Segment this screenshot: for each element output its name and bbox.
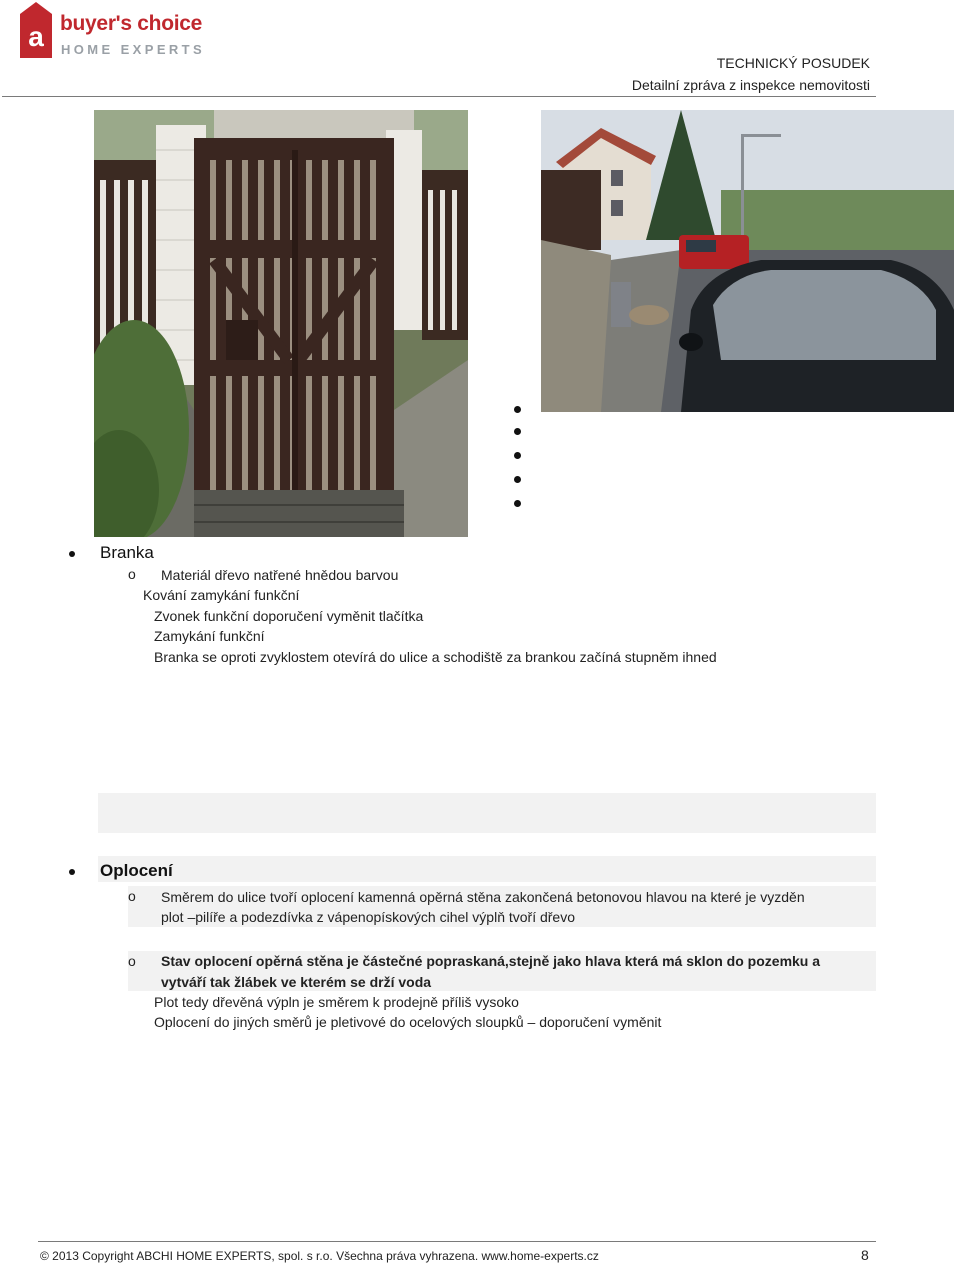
company-logo [20, 2, 206, 60]
empty-bullet-1 [514, 406, 521, 413]
page-number: 8 [861, 1247, 869, 1263]
empty-bullet-5 [514, 500, 521, 507]
bullet-branka [69, 551, 75, 557]
house-badge-icon [20, 2, 52, 58]
branka-item-5: Branka se oproti zvyklostem otevírá do ulice a schodiště za brankou začíná stupněm ihned [154, 649, 717, 665]
document-subtitle: Detailní zpráva z inspekce nemovitosti [631, 77, 870, 93]
section-title-oploceni: Oplocení [100, 861, 173, 880]
oploceni-line-4: Oplocení do jiných směrů je pletivové do ocelových sloupků – doporučení vyměnit [154, 1014, 662, 1030]
section-title-branka: Branka [100, 543, 154, 562]
document-title: TECHNICKÝ POSUDEK [716, 55, 870, 71]
oploceni-line-3: Plot tedy dřevěná výpln je směrem k prodejně příliš vysoko [154, 994, 519, 1010]
empty-bullet-4 [514, 476, 521, 483]
header-divider [2, 96, 876, 97]
bullet-oploceni [69, 869, 75, 875]
shaded-band [98, 856, 876, 882]
logo-badge-letter: a [28, 21, 44, 52]
sub-marker: o [128, 888, 136, 904]
sub-marker: o [128, 953, 136, 969]
empty-bullet-2 [514, 428, 521, 435]
sub-marker: o [128, 566, 136, 582]
footer-divider [38, 1241, 876, 1242]
branka-item-1: Materiál dřevo natřené hnědou barvou [161, 567, 399, 583]
oploceni-item-1-line-2: plot –pilíře a podezdívka z vápenopískových cihel výplň tvoří dřevo [161, 909, 576, 925]
logo-subtitle: HOME EXPERTS [61, 42, 206, 57]
branka-item-2: Kování zamykání funkční [143, 587, 300, 603]
branka-item-3: Zvonek funkční doporučení vyměnit tlačítka [154, 608, 424, 624]
logo-brand: buyer's choice [60, 12, 203, 35]
empty-bullet-3 [514, 452, 521, 459]
oploceni-item-2-line-1: Stav oplocení opěrná stěna je částečné popraskaná,stejně jako hlava která má sklon do pozemku a [161, 953, 821, 969]
shaded-band [98, 793, 876, 833]
gate-photo [94, 110, 468, 537]
oploceni-item-2-line-2: vytváří tak žlábek ve kterém se drží voda [161, 974, 432, 990]
street-photo [541, 110, 954, 412]
footer-copyright: © 2013 Copyright ABCHI HOME EXPERTS, spol. s r.o. Všechna práva vyhrazena. www.home-experts.cz [40, 1249, 599, 1263]
oploceni-item-1-line-1: Směrem do ulice tvoří oplocení kamenná opěrná stěna zakončená betonovou hlavou na které je vyzděn [161, 889, 805, 905]
branka-item-4: Zamykání funkční [154, 628, 265, 644]
